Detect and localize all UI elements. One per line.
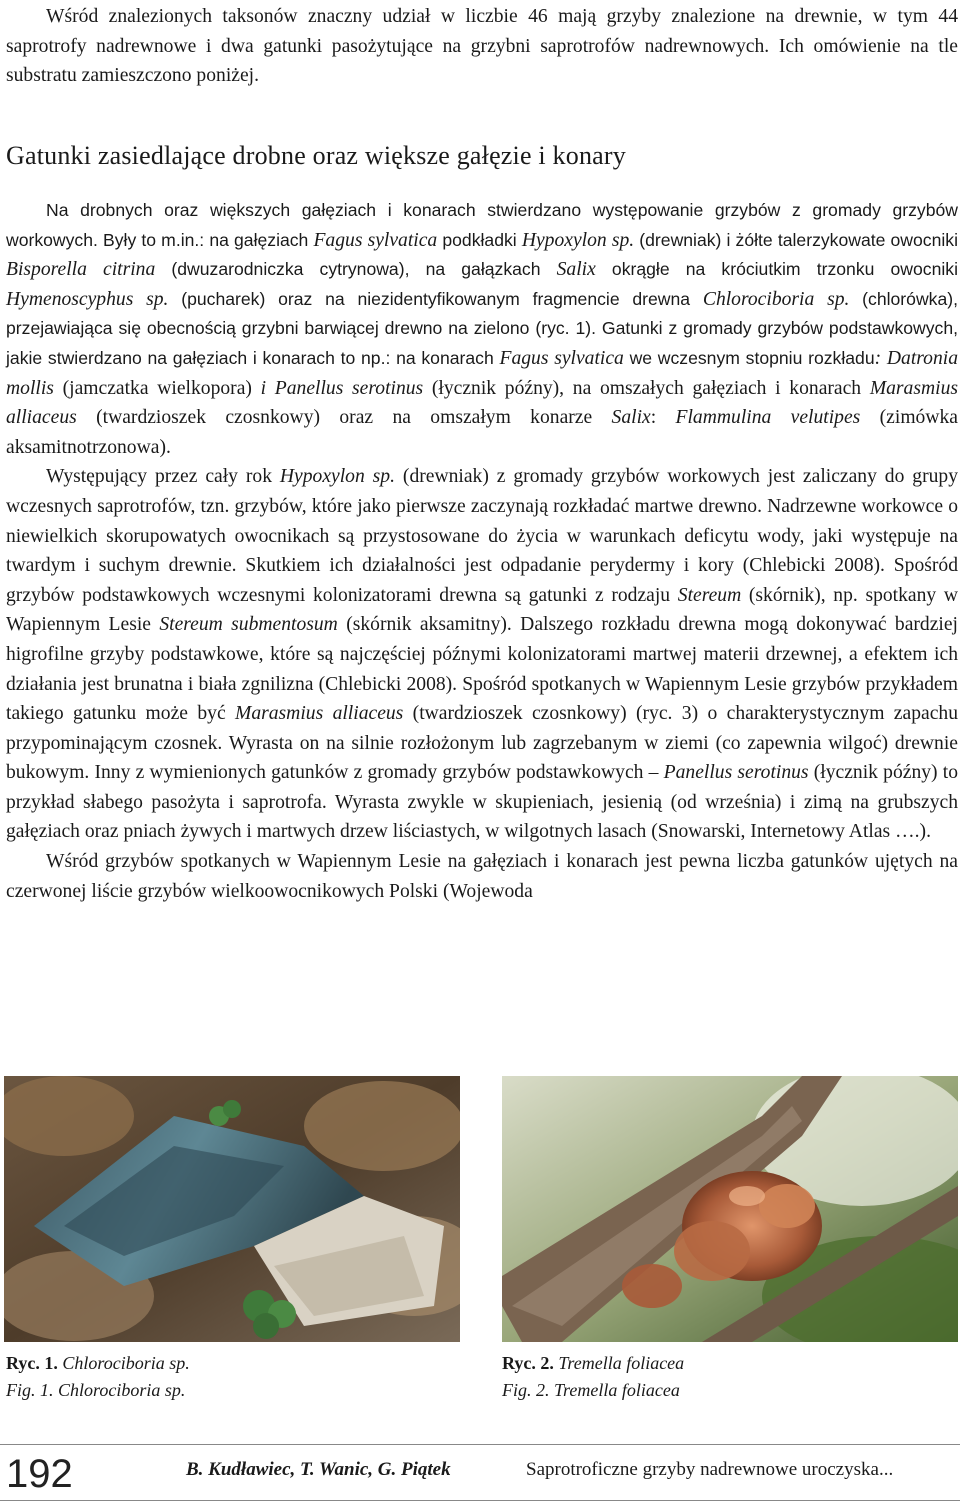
figure-2-photo — [502, 1076, 958, 1342]
species-name: Chlorociboria sp. — [702, 288, 850, 310]
text-run: (dwuzarodniczka cytrynowa), na gałązkach — [155, 259, 557, 280]
page-number: 192 — [6, 1452, 73, 1496]
caption-line-en — [502, 1377, 684, 1404]
species-name: Marasmius alliaceus — [6, 377, 958, 429]
figure-label-en: Fig. 1. — [6, 1380, 54, 1400]
body-text — [6, 196, 958, 906]
figure-species: Tremella foliacea — [558, 1353, 685, 1373]
species-name: Salix — [556, 259, 596, 281]
text-run: (jamczatka wielkopora) — [53, 377, 261, 399]
figure-species-en: Chlorociboria sp. — [58, 1380, 186, 1400]
text-run: : — [650, 407, 676, 429]
text-run: (zimówka aksamitnotrzonowa). — [6, 407, 958, 458]
intro-text: Wśród znalezionych taksonów znaczny udział w liczbie 46 mają grzyby znalezione na drewnie, w tym 44 saprotrofy nadrewnowe i dwa gatunki pasożytujące na grzybni saprotrofów nadrewnowych. Ich omówienie na tle substratu zamieszczono poniżej. — [6, 6, 958, 87]
text-run: (pucharek) oraz na niezidentyfikowanym fragmencie drewna — [168, 288, 703, 309]
footer-authors: B. Kudławiec, T. Wanic, G. Piątek — [186, 1459, 451, 1480]
figure-label: Ryc. 2. — [502, 1353, 554, 1373]
species-name: Stereum — [677, 584, 742, 606]
figure-species-en: Tremella foliacea — [554, 1380, 680, 1400]
footer-running-title: Saprotroficzne grzyby nadrewnowe uroczyska... — [526, 1459, 894, 1480]
text-run: (twardzioszek czosnkowy) oraz na omszałym konarze — [76, 407, 612, 429]
text-run: we wczesnym stopniu rozkładu — [623, 347, 875, 368]
text-run: (drewniak) i żółte talerzykowate owocniki — [634, 229, 958, 250]
text-run: okrągłe na króciutkim trzonku owocniki — [595, 259, 958, 280]
text-run: (łycznik późny) to przykład słabego pasożyta i saprotrofa. Wyrasta zwykle w skupieniach, jesienią (od września) i zimą na grubszych gałęziach oraz pniach żywych i martwych drzew liściastych, w wilgotnych lasach (Snowarski, Internetowy Atlas ….). — [6, 762, 959, 843]
text-run: Występujący przez cały rok — [46, 466, 280, 488]
figure-label-en: Fig. 2. — [502, 1380, 550, 1400]
species-name: i Panellus serotinus — [260, 377, 424, 399]
species-name: Stereum submentosum — [159, 614, 338, 636]
text-run: (skórnik aksamitny). Dalszego rozkładu drewna mogą dokonywać bardziej higrofilne grzyby podstawkowe, które są najczęściej późnymi kolonizatorami martwej materii drzewnej, a efektem ich działania jest brunatna i biała zgnilizna (Chlebicki 2008). Spośród spotkanych w Wapiennym Lesie grzybów przykładem takiego gatunku może być — [6, 614, 958, 725]
footer-rule-top — [0, 1444, 960, 1445]
species-name: Bisporella citrina — [6, 259, 156, 281]
figure-1-photo — [4, 1076, 460, 1342]
text-run: (drewniak) z gromady grzybów workowych jest zaliczany do grupy wczesnych saprotrofów, tzn. grzybów, które jako pierwsze zaczynają rozkładać martwe drewno. Nadrzewne workowce o niewielkich skorupowatych owocnikach są przystosowane do życia w warunkach deficytu wody, jaki występuje na twardym i suchym drewnie. Skutkiem ich działalności jest odpadanie perydermy i kory (Chlebicki 2008). Spośród grzybów podstawkowych wczesnymi kolonizatorami drewna są gatunki z rodzaju — [6, 466, 959, 606]
species-name: Marasmius alliaceus — [235, 703, 404, 725]
paragraph-2 — [6, 462, 958, 847]
tremella-photo — [502, 1076, 958, 1342]
footer-rule-bottom — [0, 1500, 960, 1501]
figure-1-caption — [6, 1350, 190, 1404]
species-name: Hymenoscyphus sp. — [6, 288, 169, 310]
species-name: Fagus sylvatica — [499, 347, 624, 369]
text-run: (łycznik późny), na omszałych gałęziach i konarach — [423, 377, 870, 399]
text-run: podkładki — [437, 229, 522, 250]
species-name: : Datronia mollis — [6, 347, 958, 399]
chlorociboria-photo — [4, 1076, 460, 1342]
figure-species: Chlorociboria sp. — [62, 1353, 190, 1373]
intro-paragraph — [6, 2, 958, 91]
section-heading-block — [6, 140, 958, 172]
text-run: (twardzioszek czosnkowy) (ryc. 3) o charakterystycznym zapachu przypominającym czosnek. Wyrasta on na silnie rozłożonym lub zagrzebanym w ziemi (co zapewnia wilgoć) drewnie bukowym. Inny z wymienionych gatunków z gromady grzybów podstawkowych – — [6, 703, 958, 784]
paragraph-1 — [6, 196, 958, 462]
caption-line-pl — [502, 1350, 684, 1377]
figure-label: Ryc. 1. — [6, 1353, 58, 1373]
text-run: Na drobnych oraz większych gałęziach i konarach stwierdzano występowanie grzybów z gromady grzybów workowych. Były to m.in.: na gałęziach — [6, 200, 958, 250]
section-heading: Gatunki zasiedlające drobne oraz większe gałęzie i konary — [6, 141, 626, 170]
text-run: (skórnik), np. spotkany w Wapiennym Lesie — [6, 584, 958, 636]
text-run: (chlorówka), przejawiająca się obecnością grzybni barwiącej drewno na zielono (ryc. 1). Gatunki z gromady grzybów podstawkowych, jakie stwierdzano na gałęziach i konarach to np.: na konarach — [6, 288, 958, 368]
figure-2-caption — [502, 1350, 684, 1404]
text-run: Wśród grzybów spotkanych w Wapiennym Lesie na gałęziach i konarach jest pewna liczba gatunków ujętych na czerwonej liście grzybów wielkoowocnikowych Polski (Wojewoda — [6, 851, 958, 902]
species-name: Hypoxylon sp. — [279, 466, 396, 488]
species-name: Salix — [611, 407, 651, 429]
species-name: Flammulina velutipes — [675, 407, 861, 429]
species-name: Hypoxylon sp. — [521, 229, 635, 251]
caption-line-pl — [6, 1350, 190, 1377]
species-name: Panellus serotinus — [663, 762, 809, 784]
species-name: Fagus sylvatica — [313, 229, 438, 251]
caption-line-en — [6, 1377, 190, 1404]
paragraph-3 — [6, 847, 958, 906]
